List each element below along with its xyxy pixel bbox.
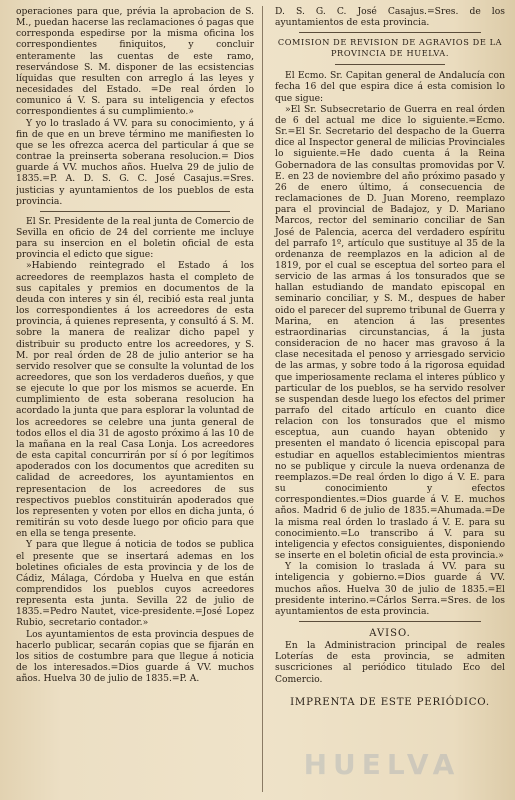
imprenta-footer: IMPRENTA DE ESTE PERIÓDICO. (290, 696, 490, 708)
right-paragraph-2: El Ecmo. Sr. Capitan general de Andalucía con fecha 16 del que espira dice á esta comision lo que sigue: (275, 70, 505, 104)
right-divider-top (299, 32, 481, 33)
left-paragraph-1: operaciones para que, prévia la aprobacion de S. M., puedan hacerse las reclamaciones ó pagas que corresponda espedirse por la misma oficina los correspondientes finiquitos, y concluir enteramente las cuentas de este ramo, reservándose S. M. disponer de las ecsistencias líquidas que resulten con arreglo á las leyes y necesidades del Estado. =De real órden lo comunico á V. S. para su inteligencia y efectos correspondientes á su cumplimiento.» (16, 6, 254, 118)
right-paragraph-1: D. S. G. C. José Casajus.=Sres. de los ayuntamientos de esta provincia. (275, 6, 505, 29)
left-paragraph-4: »Habiendo reintegrado el Estado á los acreedores de reemplazos hasta el completo de sus capitales y premios en documentos de la deuda con interes y sin él, recibió esta real junta los correspondientes á los acreedores de esta provincia, á quienes representa, y consultó á S. M. sobre la manera de realizar dicho papel y distribuir su producto entre los acreedores, y S. M. por real órden de 28 de julio anterior se ha servido resolver que se consulte la voluntad de los acreedores, que son los verdaderos dueños, y que se ejecute lo que por los mismos se acuerde. En cumplimiento de esta soberana resolucion ha acordado la junta que para esplorar la voluntad de los acreedores se celebre una junta general de todos ellos el dia 31 de agosto próximo á las 10 de la mañana en la real Casa Lonja. Los acreedores de esta capital concurrirán por sí ó por legítimos apoderados con los documentos que acrediten su calidad de acreedores, los ayuntamientos en representacion de los acreedores de sus respectivos pueblos constituirán apoderados que los representen y voten por ellos en dicha junta, ó remitirán su voto desde luego por oficio para que en ella se tenga presente. (16, 260, 254, 540)
left-divider (40, 211, 230, 212)
left-paragraph-6: Los ayuntamientos de esta provincia despues de hacerlo publicar, secarán copias que se fijarán en los sitios de costumbre para que llegue á noticia de los interesados.=Dios guarde á VV. muchos años. Huelva 30 de julio de 1835.=P. A. (16, 628, 254, 685)
avisos-title: AVISO. (369, 627, 411, 639)
two-column-layout (16, 6, 505, 792)
avisos-text: En la Administracion principal de reales Loterías de esta provincia, se admiten suscriciones al periódico titulado Eco del Comercio. (275, 640, 505, 685)
right-column (263, 6, 505, 792)
left-paragraph-2: Y yo lo traslado á VV. para su conocimiento, y á fin de que en un breve término me manifiesten lo que se les ofrezca acerca del particular á que se contrae la preinserta soberana resolucion.= Dios guarde á VV. muchos años. Huelva 29 de julio de 1835.=P. A. D. S. G. C. José Casajus.=Sres. justicias y ayuntamientos de los pueblos de esta provincia. (16, 117, 254, 207)
section-title-rule (335, 64, 445, 65)
watermark-text: HUELVA (303, 748, 461, 780)
left-paragraph-5: Y para que llegue á noticia de todos se publica el presente que se insertará ademas en los boletines oficiales de esta provincia y de los de Cádiz, Málaga, Córdoba y Huelva en que están comprendidos los pueblos cuyos acreedores representa esta junta. Sevilla 22 de julio de 1835.=Pedro Nautet, vice-presidente.=José Lopez Rubio, secretario contador.» (16, 539, 254, 629)
right-paragraph-4: Y la comision lo traslada á VV. para su inteligencia y gobierno.=Dios guarde á VV. muchos años. Huelva 30 de julio de 1835.=El presidente interino.=Cárlos Serra.=Sres. de los ayuntamientos de esta provincia. (275, 561, 505, 617)
right-paragraph-3: »El Sr. Subsecretario de Guerra en real órden de 6 del actual me dice lo siguiente.=Ecmo. Sr.=El Sr. Secretario del despacho de la Guerra dice al Inspector general de milicias Provinciales lo siguiente.=He dado cuenta á la Reina Gobernadora de las consultas promovidas por V. E. en 23 de noviembre del año próximo pasado y 26 de enero último, á consecuencia de reclamaciones de D. Juan Moreno, reemplazo para el provincial de Badajoz, y D. Mariano Marcos, rector del seminario conciliar de San José de Palencia, acerca del verdadero espíritu del parrafo 1º, artículo que sustituye al 35 de la ordenanza de reemplazos en la adicion al de 1819, por el cual se esceptua del sorteo para el servicio de las armas á los tonsurados que se hallan estudiando de mandato episcopal en seminario conciliar, y S. M., despues de haber oido el parecer del supremo tribunal de Guerra y Marina, en atencion á las presentes estraordinarias circunstancias, á la justa consideracion de no hacer mas gravoso á la clase necesitada el penoso y arriesgado servicio de las armas, y sobre todo á la rigorosa equidad que imperiosamente reclama el interes público y particular de los pueblos, se ha servido resolver se suspendan desde luego los efectos del primer parrafo del citado artículo en cuanto dice relacion con los tonsurados que el mismo esceptua, aun cuando hayan obtenido y presenten el mandato ó licencia episcopal para estudiar en aquellos establecimientos mientras no se publique y circule la nueva ordenanza de reemplazos.=De real órden lo digo á V. E. para su conocimiento y efectos correspondientes.=Dios guarde á V. E. muchos años. Madrid 6 de julio de 1835.=Ahumada.=De la misma real órden lo traslado á V. E. para su conocimiento.=Lo transcribo á V. para su inteligencia y efectos consiguientes, disponiendo se inserte en el boletin oficial de esta provincia.» (275, 103, 505, 562)
left-paragraph-3: El Sr. Presidente de la real junta de Comercio de Sevilla en oficio de 24 del corriente me incluye para su insercion en el boletin oficial de esta provincia el edicto que sigue: (16, 215, 254, 261)
section-title: COMISION DE REVISION DE AGRAVIOS DE LA PROVINCIA DE HUELVA. (277, 37, 503, 59)
left-column (16, 6, 263, 792)
avisos-divider (299, 621, 481, 622)
